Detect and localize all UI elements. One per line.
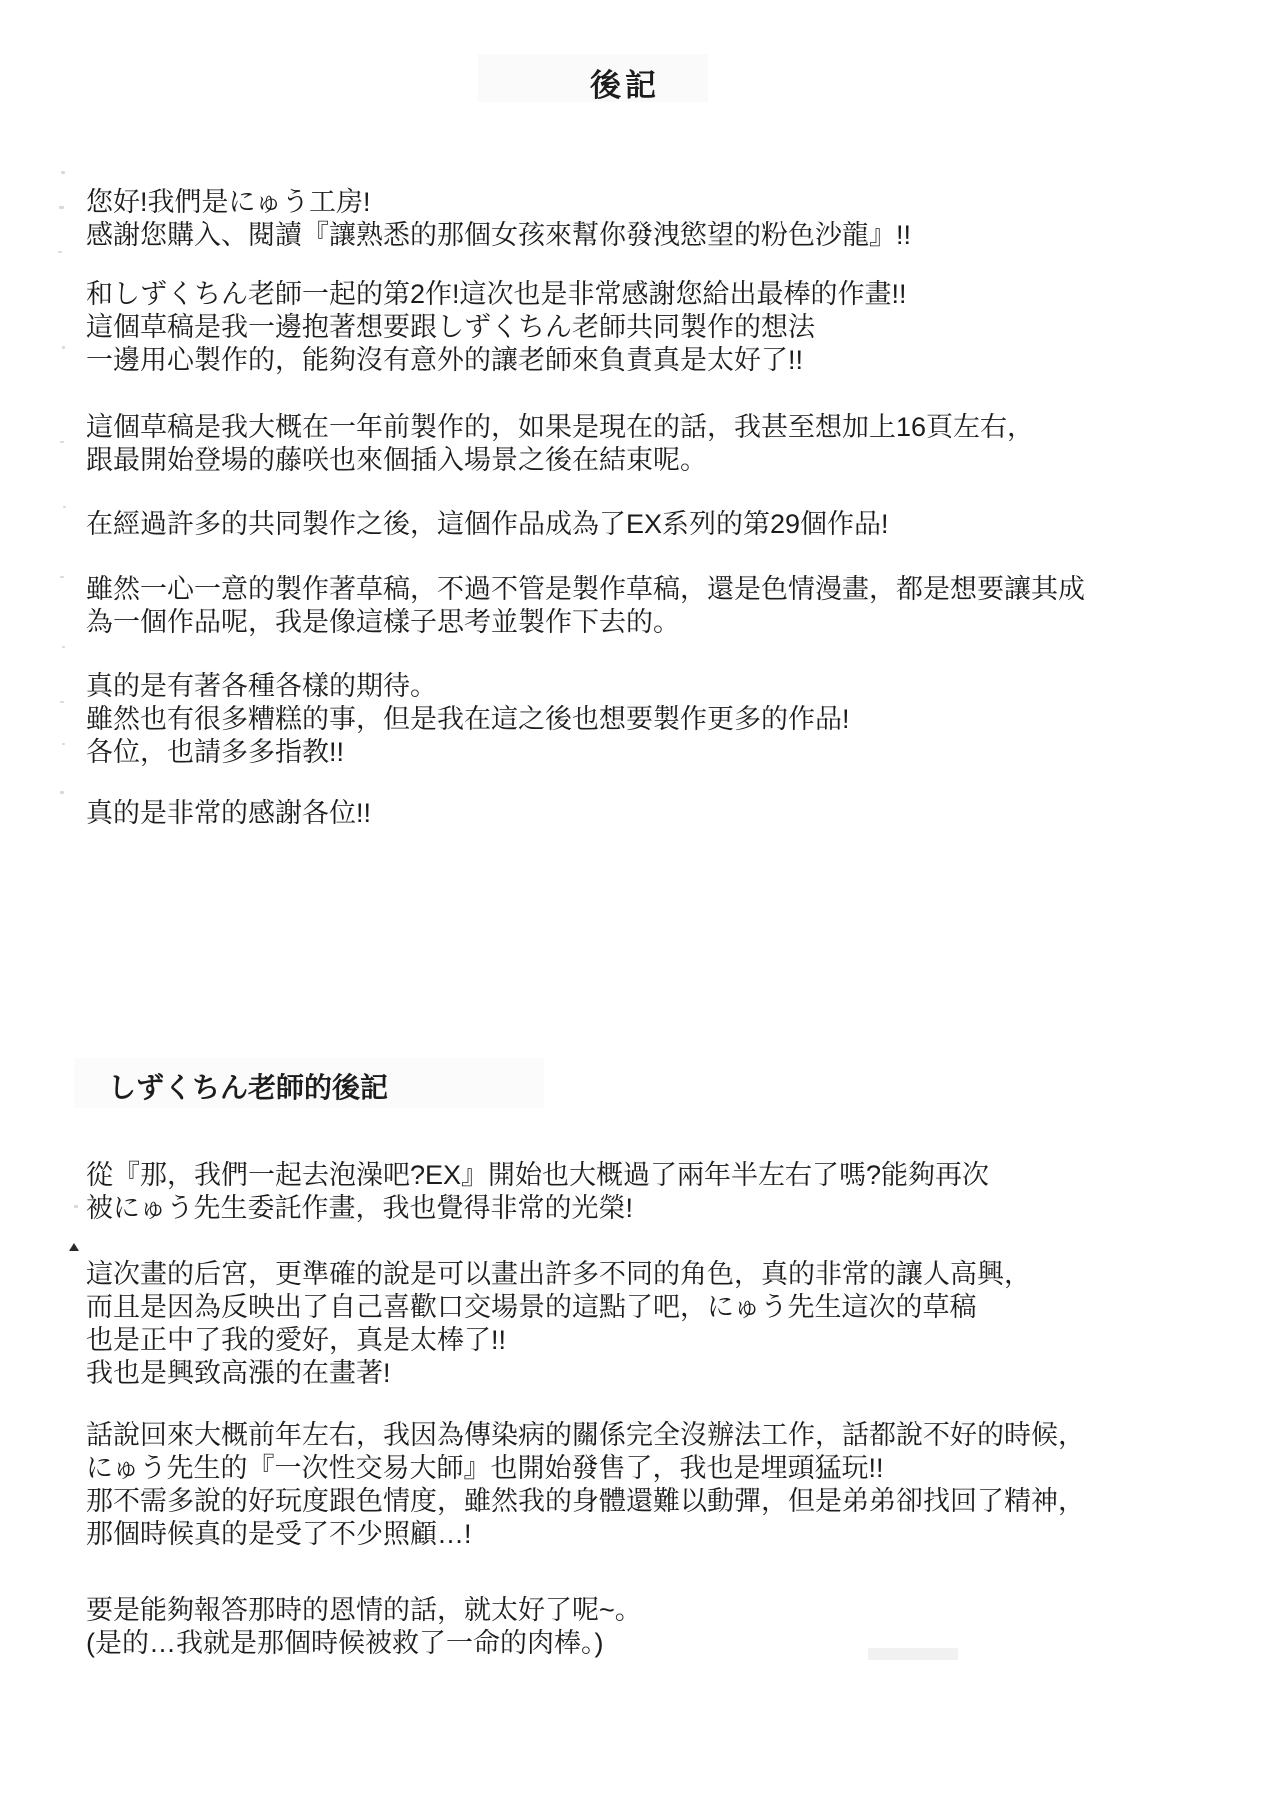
text-line: 要是能夠報答那時的恩情的話，就太好了呢~。 (86, 1595, 642, 1625)
text-line: 這個草稿是我一邊抱著想要跟しずくちん老師共同製作的想法 (86, 312, 815, 342)
text-line: 這次畫的后宮，更準確的說是可以畫出許多不同的角色，真的非常的讓人高興， (86, 1259, 1031, 1289)
paragraph-repay (86, 1594, 642, 1660)
text-line: 我也是興致高漲的在畫著! (86, 1358, 391, 1388)
text-line: 真的是有著各種各樣的期待。 (86, 671, 437, 701)
paragraph-two-years (86, 1159, 989, 1225)
paragraph-mindset (86, 573, 1085, 639)
scan-artifact (60, 701, 64, 703)
text-line: 從『那，我們一起去泡澡吧?EX』開始也大概過了兩年半左右了嗎?能夠再次 (86, 1160, 990, 1190)
page-title: 後記 (590, 68, 660, 103)
text-line: 而且是因為反映出了自己喜歡口交場景的這點了吧，にゅう先生這次的草稿 (86, 1292, 977, 1322)
text-line: 雖然也有很多糟糕的事，但是我在這之後也想要製作更多的作品! (86, 704, 850, 734)
scan-artifact (62, 646, 65, 648)
text-line: 和しずくちん老師一起的第2作!這次也是非常感謝您給出最棒的作畫!! (86, 279, 907, 309)
scan-artifact (60, 441, 64, 443)
text-line: 跟最開始登場的藤咲也來個插入場景之後在結束呢。 (86, 445, 707, 475)
text-line: 為一個作品呢，我是像這樣子思考並製作下去的。 (86, 607, 680, 637)
artist-afterword-heading: しずくちん老師的後記 (108, 1072, 389, 1103)
text-line: (是的…我就是那個時候被救了一命的肉棒。) (86, 1628, 604, 1658)
text-line: 被にゅう先生委託作畫，我也覺得非常的光榮! (86, 1193, 633, 1223)
text-line: 您好!我們是にゅう工房! (86, 187, 371, 217)
paragraph-greeting (86, 186, 911, 252)
scan-artifact (59, 206, 64, 209)
text-line: 各位，也請多多指教!! (86, 737, 345, 767)
scan-artifact (74, 1205, 78, 1208)
paragraph-illness (86, 1419, 1085, 1551)
text-line: 那個時候真的是受了不少照顧…! (86, 1519, 472, 1549)
paragraph-collab (86, 278, 907, 377)
scan-artifact (60, 576, 64, 578)
text-line: 真的是非常的感謝各位!! (86, 798, 372, 828)
scan-artifact (58, 251, 62, 253)
paragraph-harem (86, 1258, 1031, 1390)
text-line: 話說回來大概前年左右，我因為傳染病的關係完全沒辦法工作，話都說不好的時候， (86, 1420, 1085, 1450)
scan-artifact-triangle (69, 1243, 79, 1251)
scan-artifact (60, 791, 64, 794)
paragraph-ex-series (86, 508, 889, 541)
scan-artifact (62, 743, 65, 745)
text-line: 雖然一心一意的製作著草稿，不過不管是製作草稿，還是色情漫畫，都是想要讓其成 (86, 574, 1085, 604)
text-line: にゅう先生的『一次性交易大師』也開始發售了，我也是埋頭猛玩!! (86, 1453, 884, 1483)
scan-artifact (61, 171, 65, 174)
text-line: 感謝您購入、閱讀『讓熟悉的那個女孩來幫你發洩慾望的粉色沙龍』!! (86, 220, 912, 250)
text-line: 也是正中了我的愛好，真是太棒了!! (86, 1325, 507, 1355)
scan-artifact (63, 506, 66, 508)
text-line: 這個草稿是我大概在一年前製作的，如果是現在的話，我甚至想加上16頁左右， (86, 412, 1035, 442)
scan-artifact (62, 346, 65, 349)
text-line: 在經過許多的共同製作之後，這個作品成為了EX系列的第29個作品! (86, 509, 889, 539)
paragraph-expectations (86, 670, 850, 769)
paragraph-thanks (86, 797, 371, 830)
scan-artifact (868, 1648, 958, 1660)
paragraph-draft (86, 411, 1034, 477)
text-line: 一邊用心製作的，能夠沒有意外的讓老師來負責真是太好了!! (86, 345, 804, 375)
text-line: 那不需多說的好玩度跟色情度，雖然我的身體還難以動彈，但是弟弟卻找回了精神， (86, 1486, 1085, 1516)
